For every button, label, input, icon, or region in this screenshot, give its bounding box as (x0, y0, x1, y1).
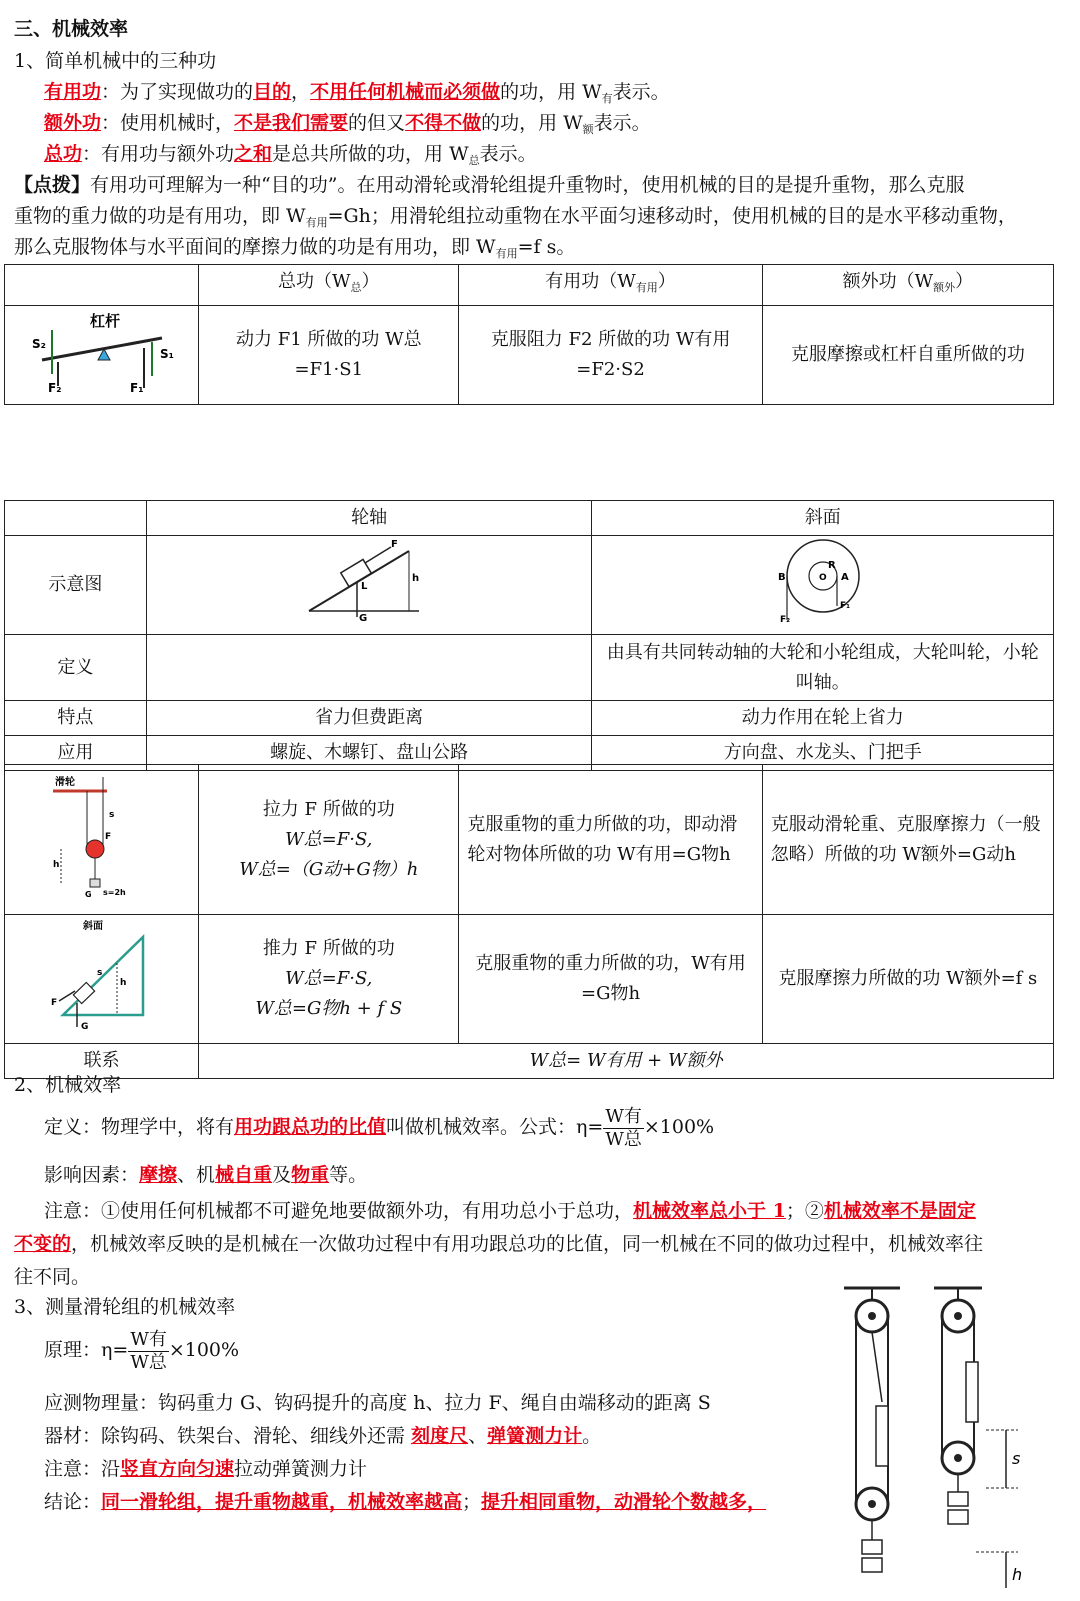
incline-diagram (299, 537, 439, 623)
wheel-incline-table (4, 500, 1054, 771)
s2-label: S₂ (31, 337, 46, 351)
pulley-diagram (47, 767, 157, 903)
pulley-useful-work: 克服重物的重力所做的功，即动滑轮对物体所做的功 W有用=G物h (459, 765, 762, 915)
pulley-label: 滑轮 (54, 776, 75, 788)
pulley-extra-work: 克服动滑轮重、克服摩擦力（一般忽略）所做的功 W额外=G动h (762, 765, 1053, 915)
principle-fraction: $\frac{\text{W有}}{\text{W总}}$ (130, 1328, 167, 1373)
right-weight-icon (948, 1492, 968, 1506)
conclusion: 结论：同一滑轮组，提升重物越重，机械效率越高；提升相同重物，动滑轮个数越多， (44, 1491, 767, 1513)
right-spring-scale-icon (966, 1362, 978, 1422)
svg-text:G: G (84, 889, 92, 899)
wheel-axle-diagram (768, 536, 878, 624)
svg-text:s=2h: s=2h (102, 887, 126, 897)
svg-text:F: F (104, 831, 111, 842)
svg-text:F: F (391, 539, 398, 550)
svg-text:h: h (119, 978, 126, 988)
lever-extra-work: 克服摩擦或杠杆自重所做的功 (762, 306, 1053, 405)
lever-total-work: 动力 F1 所做的功 W总=F1·S1 (199, 306, 459, 405)
useful-work-line: 有用功：为了实现做功的目的，不用任何机械而必须做的功，用 $W_有$表示。 (44, 81, 670, 105)
row-feature-label: 特点 (5, 701, 147, 736)
force-arrow (365, 547, 391, 563)
left-weight-icon (862, 1540, 882, 1554)
incline-triangle (63, 937, 143, 1015)
svg-text:s: s (108, 809, 114, 820)
lever-diagram (12, 306, 192, 394)
row-definition-label: 定义 (5, 635, 147, 701)
movable-pulley-icon (86, 840, 104, 858)
section-title: 三、机械效率 (14, 18, 129, 40)
svg-text:F: F (50, 998, 57, 1008)
definition-col1 (146, 635, 592, 701)
svg-text:O: O (818, 573, 827, 583)
feature-col1: 省力但费距离 (146, 701, 592, 736)
tip-line-3: 那么克服物体与水平面间的摩擦力做的功是有用功，即 $W_{有用}=f$ s。 (14, 236, 576, 260)
row-application-label: 应用 (5, 736, 147, 771)
extra-work-line: 额外功：使用机械时，不是我们需要的但又不得不做的功，用 $W_额$表示。 (44, 112, 651, 136)
incline-extra-work: 克服摩擦力所做的功 W额外=f s (762, 915, 1053, 1044)
svg-text:h: h (412, 573, 420, 584)
wheel-axle-diagram-cell (592, 536, 1054, 635)
note-line-2: 不变的，机械效率反映的是机械在一次做功过程中有用功跟总功的比值，同一机械在不同的做功过程中，机械效率往 (14, 1233, 984, 1255)
pulley-system-figure (836, 1282, 1056, 1592)
efficiency-fraction: $\frac{\text{W有}}{\text{W总}}$ (605, 1105, 642, 1150)
header-extra-work: 额外功$(W_{额外})$ (762, 265, 1053, 306)
influence-factors: 影响因素：摩擦、机械自重及物重等。 (44, 1164, 368, 1186)
tip-line-2: 重物的重力做的功是有用功，即 $W_{有用}=Gh$；用滑轮组拉动重物在水平面匀速移动时，使用机械的目的是水平移动重物， (14, 205, 1017, 229)
fig-h-label: h (1012, 1565, 1023, 1584)
caution: 注意：沿竖直方向匀速拉动弹簧测力计 (44, 1458, 368, 1480)
principle: 原理：η= $\frac{\text{W有}}{\text{W总}}$ ×100% (44, 1328, 240, 1373)
svg-text:R: R (827, 560, 836, 571)
svg-text:G: G (359, 613, 368, 623)
work-table-lever (4, 264, 1054, 405)
efficiency-definition: 定义：物理学中，将有用功跟总功的比值叫做机械效率。公式：η= $\frac{\text{W有}}{\text{W总}}$ ×100% (44, 1105, 715, 1150)
header-total-work: 总功$(W_总)$ (199, 265, 459, 306)
lever-diagram-cell (5, 306, 199, 405)
note-line-3: 往不同。 (14, 1266, 91, 1288)
svg-text:A: A (840, 572, 849, 583)
tip-line-1: 【点拨】有用功可理解为一种“目的功”。在用动滑轮或滑轮组提升重物时，使用机械的目的是提升重物，那么克服 (14, 174, 965, 196)
incline2-diagram (47, 915, 157, 1033)
equipment: 器材：除钩码、铁架台、滑轮、细线外还需 刻度尺、弹簧测力计。 (44, 1425, 602, 1447)
fig-s-label: s (1012, 1449, 1021, 1468)
s1-heading: 1、简单机械中的三种功 (14, 50, 217, 72)
row-diagram-label: 示意图 (5, 536, 147, 635)
header-blank (5, 265, 199, 306)
relation-label: 联系 (5, 1044, 199, 1079)
total-work-line: 总功：有用功与额外功之和是总共所做的功，用 $W_总$表示。 (44, 143, 537, 167)
svg-text:s: s (96, 968, 102, 978)
svg-text:h: h (52, 859, 59, 870)
f1-label: F₁ (129, 381, 144, 394)
incline-useful-work: 克服重物的重力所做的功，W有用=G物h (459, 915, 762, 1044)
s3-heading: 3、测量滑轮组的机械效率 (14, 1296, 236, 1318)
incline-label: 斜面 (82, 921, 103, 932)
measure-quantities: 应测物理量：钩码重力 G、钩码提升的高度 h、拉力 F、绳自由端移动的距离 S (44, 1392, 711, 1414)
svg-text:B: B (777, 572, 786, 583)
svg-text:F₂: F₂ (779, 615, 790, 624)
definition-col2: 由具有共同转动轴的大轮和小轮组成，大轮叫轮，小轮叫轴。 (592, 635, 1054, 701)
incline2-diagram-cell (5, 915, 199, 1044)
application-col1: 螺旋、木螺钉、盘山公路 (146, 736, 592, 771)
application-col2: 方向盘、水龙头、门把手 (592, 736, 1054, 771)
weight-icon (90, 879, 100, 887)
header-useful-work: 有用功$(W_{有用})$ (459, 265, 762, 306)
relation-formula: W总= W有用 + W额外 (199, 1044, 1054, 1079)
pulley-diagram-cell (5, 765, 199, 915)
incline-diagram-cell (146, 536, 592, 635)
lever-useful-work: 克服阻力 F2 所做的功 W有用=F2·S2 (459, 306, 762, 405)
pulley-total-work: 拉力 F 所做的功 W总=F·S, W总=（G动+G物）h (199, 765, 459, 915)
t2-header-incline: 斜面 (592, 501, 1054, 536)
feature-col2: 动力作用在轮上省力 (592, 701, 1054, 736)
t2-header-wheel-axle: 轮轴 (146, 501, 592, 536)
svg-text:G: G (80, 1022, 88, 1032)
s1-label: S₁ (159, 347, 174, 361)
left-spring-scale-icon (876, 1406, 888, 1466)
svg-text:L: L (361, 581, 368, 592)
svg-text:F₁: F₁ (839, 601, 850, 611)
incline-total-work: 推力 F 所做的功 W总=F·S, W总=G物h + f S (199, 915, 459, 1044)
lever-label: 杠杆 (89, 312, 120, 330)
f2-label: F₂ (47, 381, 62, 394)
note-line-1: 注意：①使用任何机械都不可避免地要做额外功，有用功总小于总功，机械效率总小于 1；②机械效率不是固定 (44, 1200, 976, 1222)
t2-header-blank (5, 501, 147, 536)
s2-heading: 2、机械效率 (14, 1074, 122, 1096)
pulley-incline-table (4, 764, 1054, 1079)
